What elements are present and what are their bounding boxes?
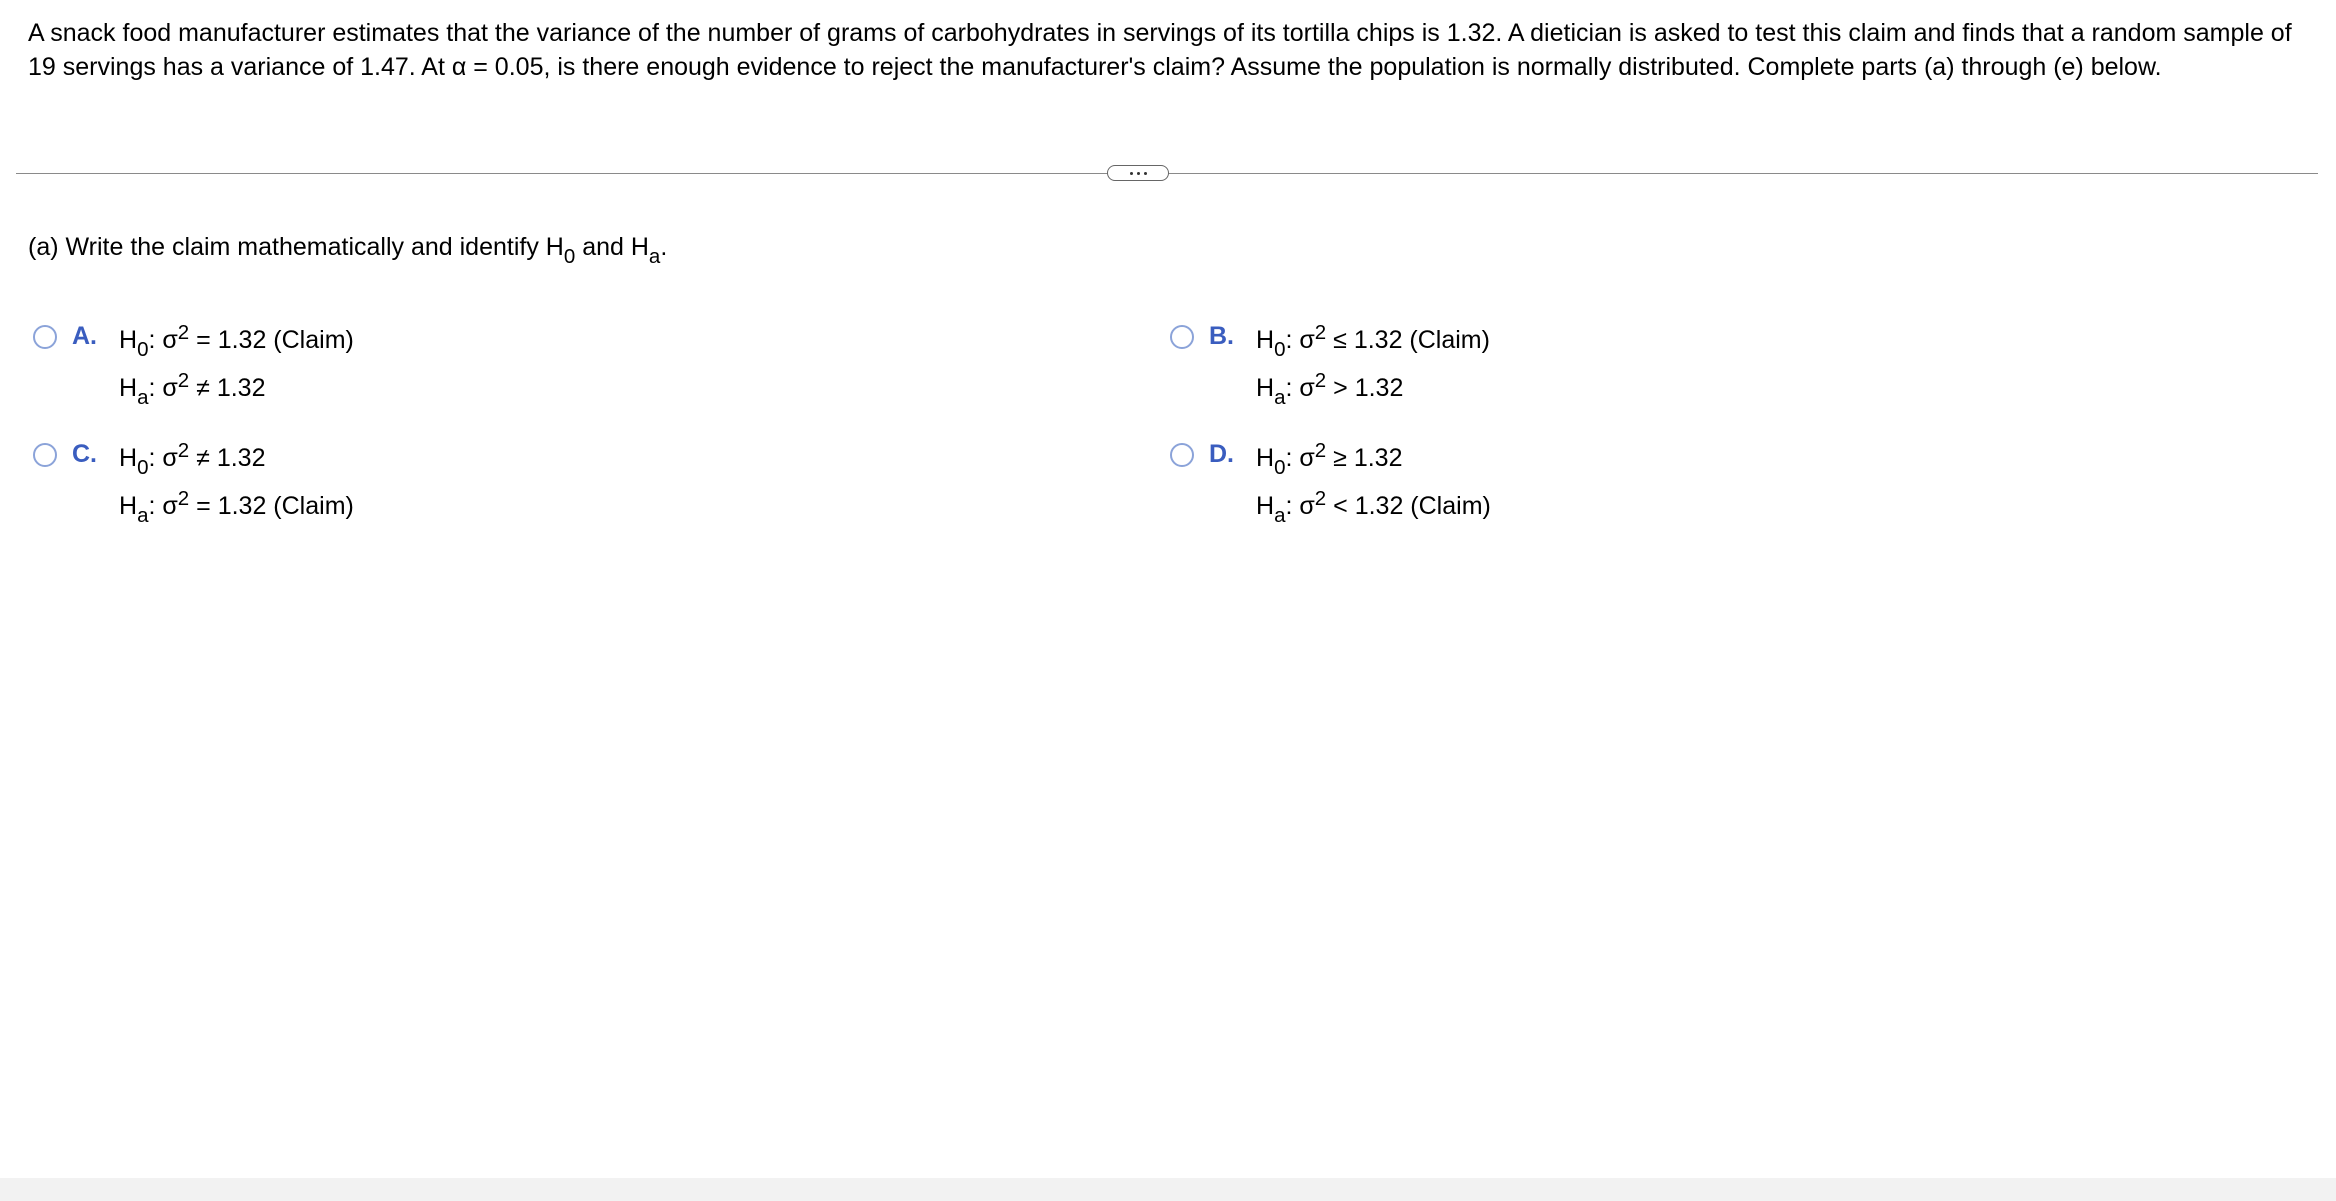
option-a-letter: A. (72, 322, 97, 350)
ellipsis-icon (1144, 172, 1147, 175)
part-a-middle: and H (575, 233, 649, 261)
footer-bar (0, 1178, 2336, 1201)
more-options-button[interactable] (1107, 165, 1169, 181)
ellipsis-icon (1137, 172, 1140, 175)
option-c-alt-hypothesis: $H_a$: $\sigma^2 = 1.32$ (Claim) (119, 486, 354, 527)
part-a-prefix: (a) Write the claim mathematically and identify H (28, 233, 564, 261)
option-b-alt-hypothesis: $H_a$: $\sigma^2 > 1.32$ (1256, 368, 1404, 409)
option-d-alt-hypothesis: $H_a$: $\sigma^2 < 1.32$ (Claim) (1256, 486, 1491, 527)
option-b-letter: B. (1209, 322, 1234, 350)
option-a-radio[interactable] (33, 325, 57, 349)
option-c-null-hypothesis: $H_0$: $\sigma^2 \ne 1.32$ (119, 438, 266, 479)
option-d-letter: D. (1209, 440, 1234, 468)
part-a-prompt (28, 230, 668, 268)
ha-subscript: a (648, 244, 661, 268)
option-c-radio[interactable] (33, 443, 57, 467)
option-a-alt-hypothesis: $H_a$: $\sigma^2 \ne 1.32$ (119, 368, 266, 409)
option-c-letter: C. (72, 440, 97, 468)
option-d-null-hypothesis: $H_0$: $\sigma^2 \ge 1.32$ (1256, 438, 1403, 479)
problem-statement: A snack food manufacturer estimates that the variance of the number of grams of carbohydrates in servings of its tortilla chips is 1.32. A dietician is asked to test this claim and finds that a random sample of 19 servings has a variance of 1.47. At α = 0.05, is there enough evidence to reject the manufacturer's claim? Assume the population is normally distributed. Complete parts (a) through (e) below. (28, 19, 2292, 81)
option-b-null-hypothesis: $H_0$: $\sigma^2 \le 1.32$ (Claim) (1256, 320, 1490, 361)
part-a-suffix: . (660, 233, 668, 261)
option-b-radio[interactable] (1170, 325, 1194, 349)
ellipsis-icon (1130, 172, 1133, 175)
option-a-null-hypothesis: $H_0$: $\sigma^2 = 1.32$ (Claim) (119, 320, 354, 361)
option-d-radio[interactable] (1170, 443, 1194, 467)
h0-subscript: 0 (563, 244, 576, 268)
